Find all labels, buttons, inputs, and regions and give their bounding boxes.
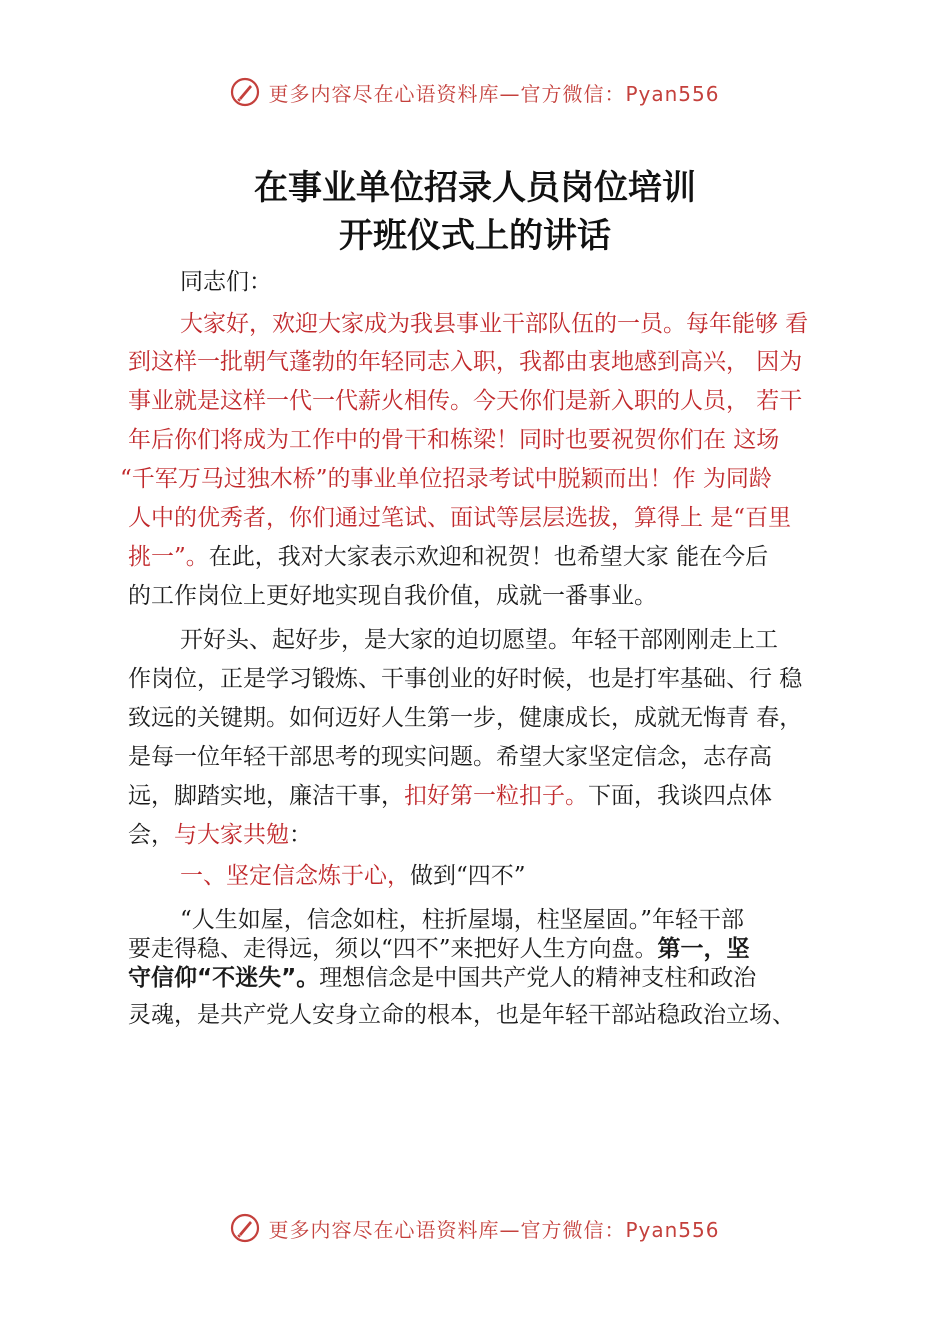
footer-banner — [0, 1208, 950, 1248]
document-title-line-2: 开班仪式上的讲话 — [339, 216, 611, 256]
paragraph-line: 事业就是这样一代一代薪火相传。今天你们是新入职的人员， 若干 — [128, 388, 803, 414]
paragraph-line: “人生如屋，信念如柱，柱折屋塌，柱坚屋固。”年轻干部 — [180, 907, 745, 933]
paragraph-line: 的工作岗位上更好地实现自我价值，成就一番事业。 — [128, 583, 657, 609]
paragraph-line — [128, 537, 768, 577]
paragraph-line: 年后你们将成为工作中的骨干和栋梁！同时也要祝贺你们在 这场 — [128, 427, 780, 453]
paragraph-line: 致远的关键期。如何迈好人生第一步，健康成长，成就无悔青 春， — [128, 705, 803, 731]
text-span: 在此，我对大家表示欢迎和祝贺！也希望大家 能在今后 — [208, 544, 769, 570]
text-span: 挑一”。 — [128, 544, 209, 570]
paragraph-line — [128, 815, 312, 855]
banner-text: 更多内容尽在心语资料库—官方微信：Pyan556 — [268, 81, 720, 106]
paragraph-line: 是每一位年轻干部思考的现实问题。希望大家坚定信念，志存高 — [128, 744, 772, 770]
paragraph-line — [128, 958, 756, 998]
text-span: 扣好第一粒扣子。 — [404, 783, 588, 809]
header-banner — [0, 72, 950, 112]
paragraph-line: 作岗位，正是学习锻炼、干事创业的好时候，也是打牢基础、行 稳 — [128, 666, 803, 692]
text-span: 一、坚定信念炼于心， — [180, 863, 410, 889]
paragraph-line: 到这样一批朝气蓬勃的年轻同志入职，我都由衷地感到高兴， 因为 — [128, 349, 803, 375]
section-heading-1 — [180, 856, 526, 896]
paragraph-line: 开好头、起好步，是大家的迫切愿望。年轻干部刚刚走上工 — [180, 627, 778, 653]
text-span: 与大家共勉 — [174, 822, 289, 848]
bold-span: 守信仰“不迷失”。 — [128, 965, 320, 991]
paragraph-line: 灵魂，是共产党人安身立命的根本，也是年轻干部站稳政治立场、 — [128, 1002, 795, 1028]
paragraph-line: 人中的优秀者，你们通过笔试、面试等层层选拔，算得上 是“百里 — [128, 505, 792, 531]
banner-text: 更多内容尽在心语资料库—官方微信：Pyan556 — [268, 1217, 720, 1242]
bold-span: 第一，坚 — [657, 936, 750, 962]
paragraph-line: “千军万马过独木桥”的事业单位招录考试中脱颖而出！作 为同龄 — [120, 466, 772, 492]
text-span: 远，脚踏实地，廉洁干事， — [128, 783, 404, 809]
text-span: 要走得稳、走得远，须以“四不”来把好人生方向盘。 — [128, 936, 658, 962]
text-span: ： — [289, 822, 312, 848]
text-span: 下面，我谈四点体 — [588, 783, 772, 809]
text-span: 会， — [128, 822, 174, 848]
text-span: 做到“四不” — [410, 863, 526, 889]
brand-logo-icon — [230, 77, 260, 107]
document-title-line-1: 在事业单位招录人员岗位培训 — [254, 168, 696, 208]
paragraph-line — [128, 776, 772, 816]
brand-logo-icon — [230, 1213, 260, 1243]
text-span: 理想信念是中国共产党人的精神支柱和政治 — [319, 965, 757, 991]
salutation: 同志们： — [180, 269, 272, 295]
paragraph-line: 大家好，欢迎大家成为我县事业干部队伍的一员。每年能够 看 — [180, 311, 809, 337]
